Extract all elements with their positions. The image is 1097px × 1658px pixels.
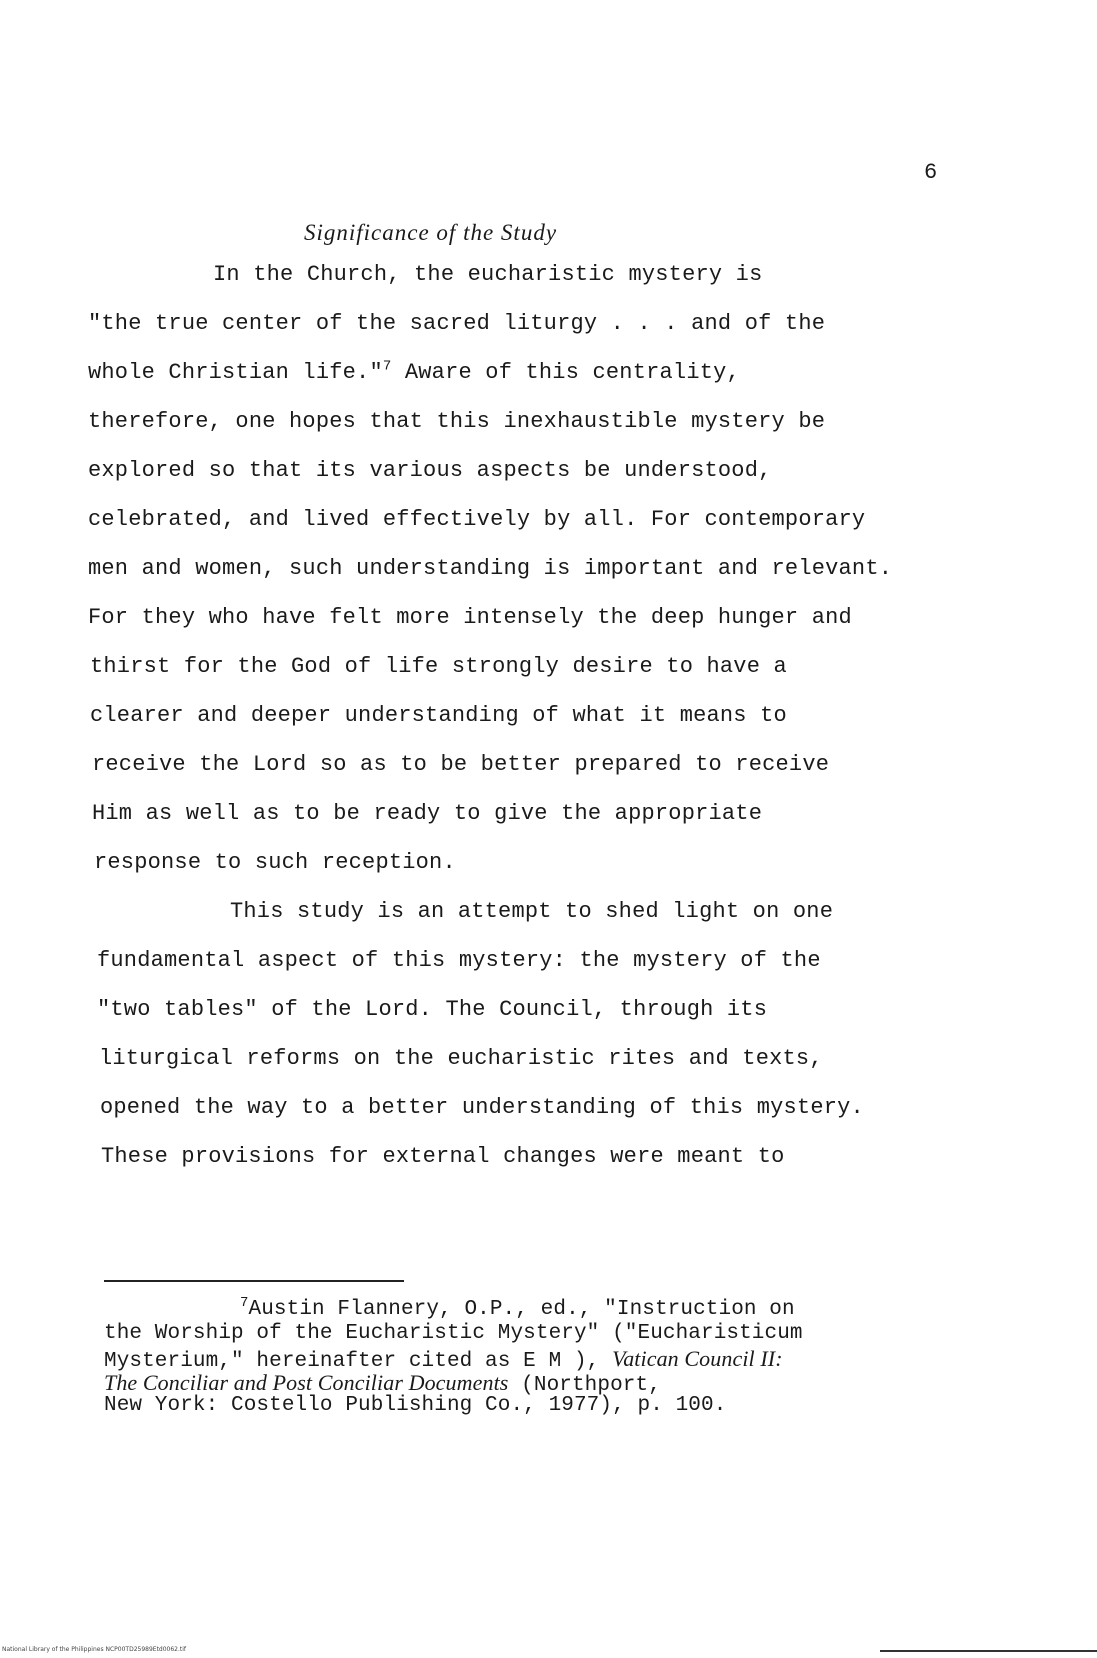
body-line: explored so that its various aspects be understood, [88,458,772,483]
scan-credit: National Library of the Philippines NCP00TD25989Etd0062.tif [2,1646,187,1653]
body-line: clearer and deeper understanding of what it means to [90,703,787,728]
body-line: This study is an attempt to shed light on one [230,899,834,924]
body-line: receive the Lord so as to be better prepared to receive [92,752,830,777]
body-line: therefore, one hopes that this inexhaustible mystery be [88,409,826,434]
body-line: liturgical reforms on the eucharistic rites and texts, [99,1046,823,1071]
body-line: celebrated, and lived effectively by all. For contemporary [88,507,866,532]
body-line: fundamental aspect of this mystery: the mystery of the [97,948,821,973]
body-line-with-footnote-ref [88,360,740,385]
body-line: opened the way to a better understanding of this mystery. [100,1095,864,1120]
body-line: "the true center of the sacred liturgy . . . and of the [88,311,826,336]
footnote-text: (Northport, [508,1374,661,1397]
footnote-line [240,1295,795,1321]
body-text: Aware of this centrality, [404,360,740,385]
body-line: In the Church, the eucharistic mystery is [213,262,763,287]
body-line: For they who have felt more intensely the deep hunger and [88,605,852,630]
footnote-line: New York: Costello Publishing Co., 1977), p. 100. [104,1394,727,1417]
body-text: whole Christian life." [88,360,383,385]
footnote-rule [104,1280,404,1282]
footnote-italic-text: The Conciliar and Post Conciliar Documents [104,1370,509,1395]
footnote-text: Austin Flannery, O.P., ed., "Instruction on [248,1298,795,1321]
footnote-text: Mysterium," hereinafter cited as E M ), [104,1350,613,1373]
footnote-marker: 7 [240,1295,249,1311]
body-line: "two tables" of the Lord. The Council, through its [97,997,768,1022]
body-line: thirst for the God of life strongly desire to have a [90,654,787,679]
footnote-line [104,1346,783,1373]
body-line: men and women, such understanding is important and relevant. [88,556,893,581]
footnote-italic-text: Vatican Council II: [612,1346,783,1371]
section-heading: Significance of the Study [304,220,558,245]
scan-edge-line [880,1650,1097,1652]
footnote-line: the Worship of the Eucharistic Mystery" ("Eucharisticum [104,1322,803,1345]
body-line: Him as well as to be ready to give the appropriate [92,801,763,826]
footnote-reference: 7 [382,358,392,375]
footnote-line [104,1370,661,1397]
body-line: These provisions for external changes were meant to [101,1144,785,1169]
body-line: response to such reception. [94,850,456,875]
page-number: 6 [924,160,938,185]
